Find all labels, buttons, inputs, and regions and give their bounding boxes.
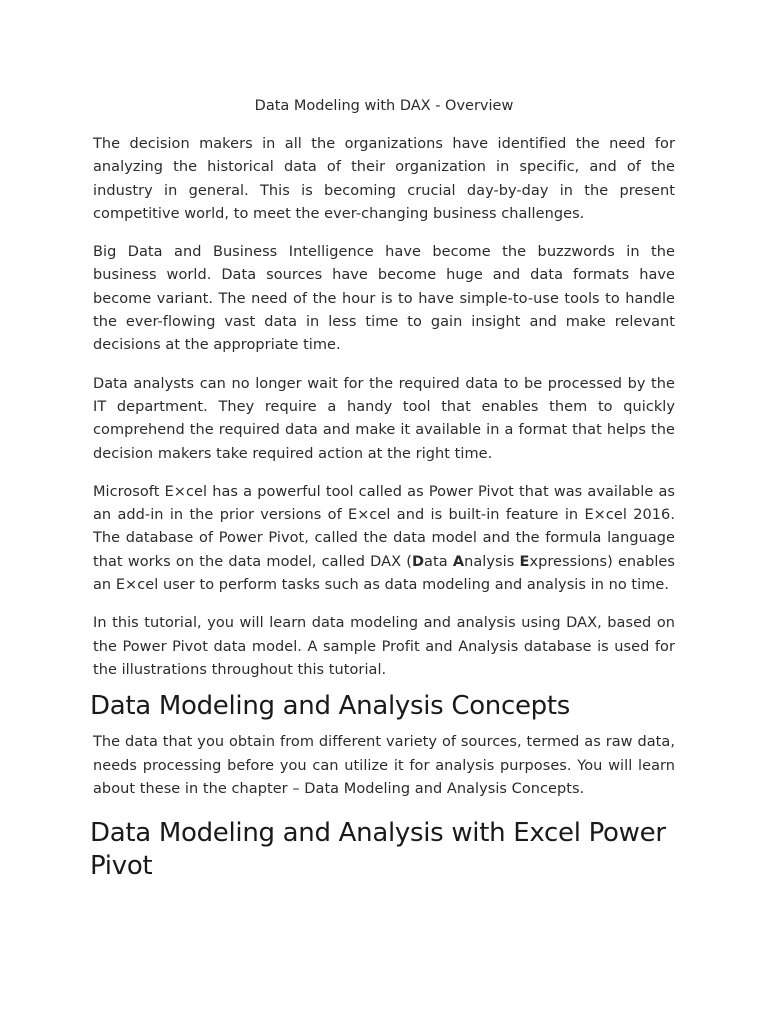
heading-excel-power-pivot: Data Modeling and Analysis with Excel Power Pivot <box>90 818 666 882</box>
paragraph-tutorial: In this tutorial, you will learn data modeling and analysis using DAX, based on the Power Pivot data model. A sample Profit and Analysis database is used for the illustrations throughout this tutorial. <box>93 615 675 678</box>
power-pivot-text-before: Microsoft E×cel has a powerful tool called as Power Pivot that was available as an add-in in the prior versions of E×cel and is built-in feature in E×cel 2016. The database of Power Pivot, called the data model and the formula language that works on the data model, called DAX ( <box>93 483 675 570</box>
paragraph-big-data: Big Data and Business Intelligence have become the buzzwords in the business world. Data sources have become huge and data formats have become variant. The need of the hour is to have simple-to-use tools to handle the ever-flowing vast data in less time to gain insight and make relevant decisions at the appropriate time. <box>93 244 675 354</box>
dax-word-analysis: nalysis <box>464 553 520 570</box>
paragraph-power-pivot <box>93 481 675 597</box>
dax-letter-a: A <box>452 553 465 570</box>
paragraph-data-analysts: Data analysts can no longer wait for the required data to be processed by the IT department. They require a handy tool that enables them to quickly comprehend the required data and make it available in a format that helps the decision makers take required action at the right time. <box>93 375 675 462</box>
heading-modeling-concepts: Data Modeling and Analysis Concepts <box>90 691 571 722</box>
paragraph-decision-makers: The decision makers in all the organizations have identified the need for analyzing the historical data of their organization in specific, and of the industry in general. This is becoming crucial day-by-day in the present competitive world, to meet the ever-changing business challenges. <box>93 136 675 222</box>
document-title: Data Modeling with DAX - Overview <box>254 98 514 114</box>
power-pivot-text-after: ) enables an E×cel user to perform tasks such as data modeling and analysis in no time. <box>93 553 676 594</box>
paragraph-raw-data: The data that you obtain from different variety of sources, termed as raw data, needs processing before you can utilize it for analysis purposes. You will learn about these in the chapter – Data Modeling and Analysis Concepts. <box>93 734 675 797</box>
dax-letter-e: E <box>519 553 530 570</box>
dax-word-expressions: xpressions <box>529 553 608 570</box>
dax-letter-d: D <box>411 553 425 570</box>
dax-word-data: ata <box>424 553 453 570</box>
